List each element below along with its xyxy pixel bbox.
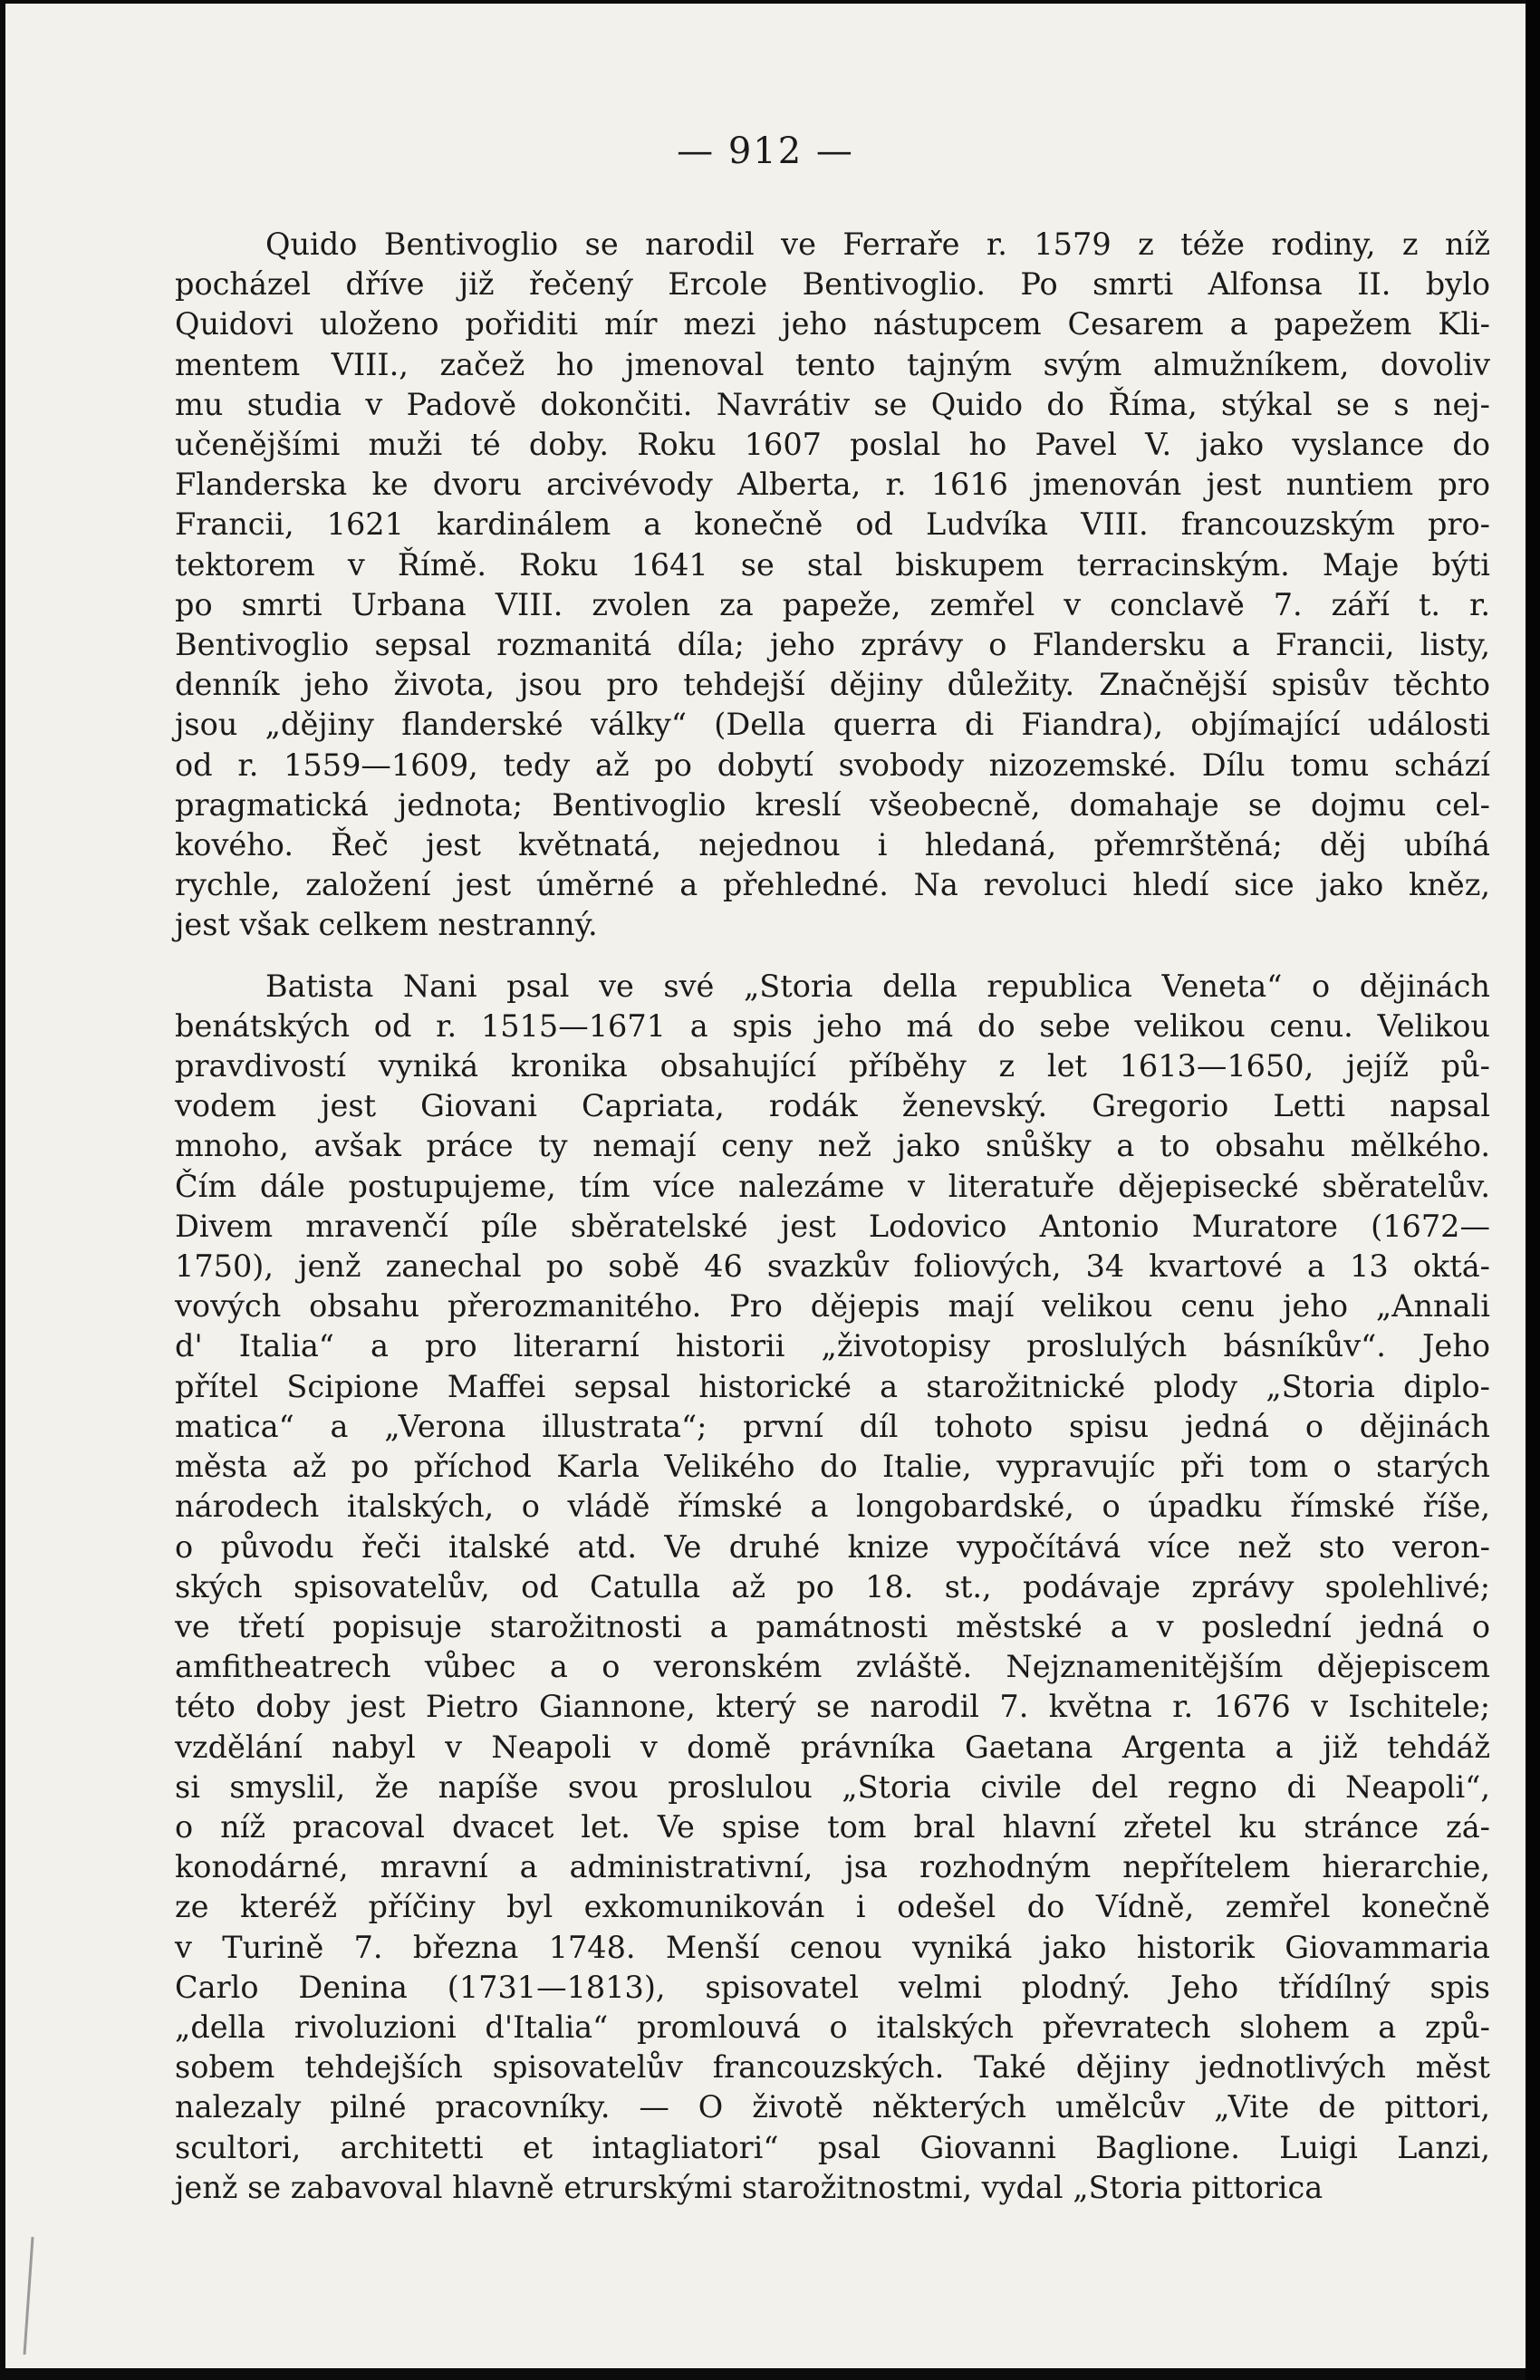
text-line: vzdělání nabyl v Neapoli v domě právníka Gaetana Argenta a již tehdáž: [175, 1729, 1490, 1765]
text-line: „della rivoluzioni d'Italia“ promlouvá o italských převratech slohem a způ-: [175, 2009, 1490, 2045]
body-text: [175, 225, 1490, 2208]
text-line: této doby jest Pietro Giannone, který se narodil 7. května r. 1676 v Ischitele;: [175, 1689, 1490, 1725]
text-line: národech italských, o vládě římské a longobardské, o úpadku římské říše,: [175, 1489, 1490, 1525]
text-line: scultori, architetti et intagliatori“ psal Giovanni Baglione. Luigi Lanzi,: [175, 2129, 1490, 2165]
text-line: 1750), jenž zanechal po sobě 46 svazkův foliových, 34 kvartové a 13 oktá-: [175, 1248, 1490, 1285]
text-line: od r. 1559—1609, tedy až po dobytí svobody nizozemské. Dílu tomu schází: [175, 747, 1490, 783]
text-line: konodárné, mravní a administrativní, jsa rozhodným nepřítelem hierarchie,: [175, 1849, 1490, 1885]
text-line: jenž se zabavoval hlavně etrurskými starožitnostmi, vydal „Storia pittorica: [175, 2169, 1323, 2205]
text-line: vodem jest Giovani Capriata, rodák ženevský. Gregorio Letti napsal: [175, 1088, 1490, 1124]
text-line: mentem VIII., začež ho jmenoval tento tajným svým almužníkem, dovoliv: [175, 346, 1490, 382]
text-line: tektorem v Římě. Roku 1641 se stal biskupem terracinským. Maje býti: [175, 546, 1490, 583]
text-line: jsou „dějiny flanderské války“ (Della querra di Fiandra), objímající události: [175, 707, 1490, 743]
paragraph-nani: [175, 967, 1490, 2208]
text-line: ve třetí popisuje starožitnosti a památnosti městské a v poslední jedná o: [175, 1608, 1490, 1644]
text-line: Carlo Denina (1731—1813), spisovatel velmi plodný. Jeho třídílný spis: [175, 1969, 1490, 2005]
page-number: — 912 —: [677, 130, 854, 172]
text-line: mu studia v Padově dokončiti. Navrátiv se Quido do Říma, stýkal se s nej-: [175, 386, 1490, 422]
text-line: ských spisovatelův, od Catulla až po 18. st., podávaje zprávy spolehlivé;: [175, 1568, 1490, 1604]
text-line: denník jeho života, jsou pro tehdejší dějiny důležity. Značnější spisův těchto: [175, 667, 1490, 703]
text-line: Quidovi uloženo pořiditi mír mezi jeho nástupcem Cesarem a papežem Kli-: [175, 306, 1490, 342]
text-line: vových obsahu přerozmanitého. Pro dějepis mají velikou cenu jeho „Annali: [175, 1288, 1490, 1325]
text-line: města až po příchod Karla Velikého do Italie, vypravujíc při tom o starých: [175, 1449, 1490, 1485]
text-line: učenějšími muži té doby. Roku 1607 poslal ho Pavel V. jako vyslance do: [175, 427, 1490, 463]
text-line: d' Italia“ a pro literarní historii „životopisy proslulých básníkův“. Jeho: [175, 1328, 1490, 1364]
text-line: nalezaly pilné pracovníky. — O životě některých umělcův „Vite de pittori,: [175, 2089, 1490, 2125]
text-line: benátských od r. 1515—1671 a spis jeho má do sebe velikou cenu. Velikou: [175, 1007, 1490, 1044]
text-line: sobem tehdejších spisovatelův francouzských. Také dějiny jednotlivých měst: [175, 2049, 1490, 2086]
scan-border: [1526, 0, 1540, 2380]
text-line: ze kteréž příčiny byl exkomunikován i odešel do Vídně, zemřel konečně: [175, 1889, 1490, 1925]
text-line: Divem mravenčí píle sběratelské jest Lodovico Antonio Muratore (1672—: [175, 1208, 1490, 1244]
text-line: rychle, založení jest úměrné a přehledné. Na revoluci hledí sice jako kněz,: [175, 867, 1490, 903]
text-line: přítel Scipione Maffei sepsal historické a starožitnické plody „Storia diplo-: [175, 1368, 1490, 1404]
text-line: mnoho, avšak práce ty nemají ceny než jako snůšky a to obsahu mělkého.: [175, 1128, 1490, 1164]
text-line: v Turině 7. března 1748. Menší cenou vyniká jako historik Giovammaria: [175, 1929, 1490, 1965]
text-line: si smyslil, že napíše svou proslulou „Storia civile del regno di Neapoli“,: [175, 1768, 1490, 1805]
text-line: Flanderska ke dvoru arcivévody Alberta, r. 1616 jmenován jest nuntiem pro: [175, 467, 1490, 503]
text-line: jest však celkem nestranný.: [175, 907, 598, 943]
text-line: Čím dále postupujeme, tím více nalezáme v literatuře dějepisecké sběratelův.: [175, 1168, 1490, 1204]
text-line: amfitheatrech vůbec a o veronském zvláště. Nejznamenitějším dějepiscem: [175, 1649, 1490, 1685]
paragraph-bentivoglio: [175, 225, 1490, 946]
text-line: Quido Bentivoglio se narodil ve Ferraře r. 1579 z téže rodiny, z níž: [265, 226, 1490, 262]
text-line: pravdivostí vyniká kronika obsahující příběhy z let 1613—1650, jejíž pů-: [175, 1048, 1490, 1084]
text-line: Batista Nani psal ve své „Storia della republica Veneta“ o dějinách: [265, 968, 1490, 1004]
text-line: po smrti Urbana VIII. zvolen za papeže, zemřel v conclavě 7. září t. r.: [175, 586, 1490, 622]
pencil-mark: [23, 2237, 34, 2355]
text-line: pragmatická jednota; Bentivoglio kreslí všeobecně, domahaje se dojmu cel-: [175, 786, 1490, 823]
scanned-page: [5, 4, 1526, 2368]
text-line: Bentivoglio sepsal rozmanitá díla; jeho zprávy o Flandersku a Francii, listy,: [175, 627, 1490, 663]
text-line: Francii, 1621 kardinálem a konečně od Ludvíka VIII. francouzským pro-: [175, 506, 1490, 543]
text-line: matica“ a „Verona illustrata“; první díl tohoto spisu jedná o dějinách: [175, 1408, 1490, 1444]
text-line: pocházel dříve již řečený Ercole Bentivoglio. Po smrti Alfonsa II. bylo: [175, 266, 1490, 303]
text-line: kového. Řeč jest květnatá, nejednou i hledaná, přemrštěná; děj ubíhá: [175, 827, 1490, 863]
text-line: o původu řeči italské atd. Ve druhé knize vypočítává více než sto veron-: [175, 1528, 1490, 1565]
text-line: o níž pracoval dvacet let. Ve spise tom bral hlavní zřetel ku stránce zá-: [175, 1808, 1490, 1845]
